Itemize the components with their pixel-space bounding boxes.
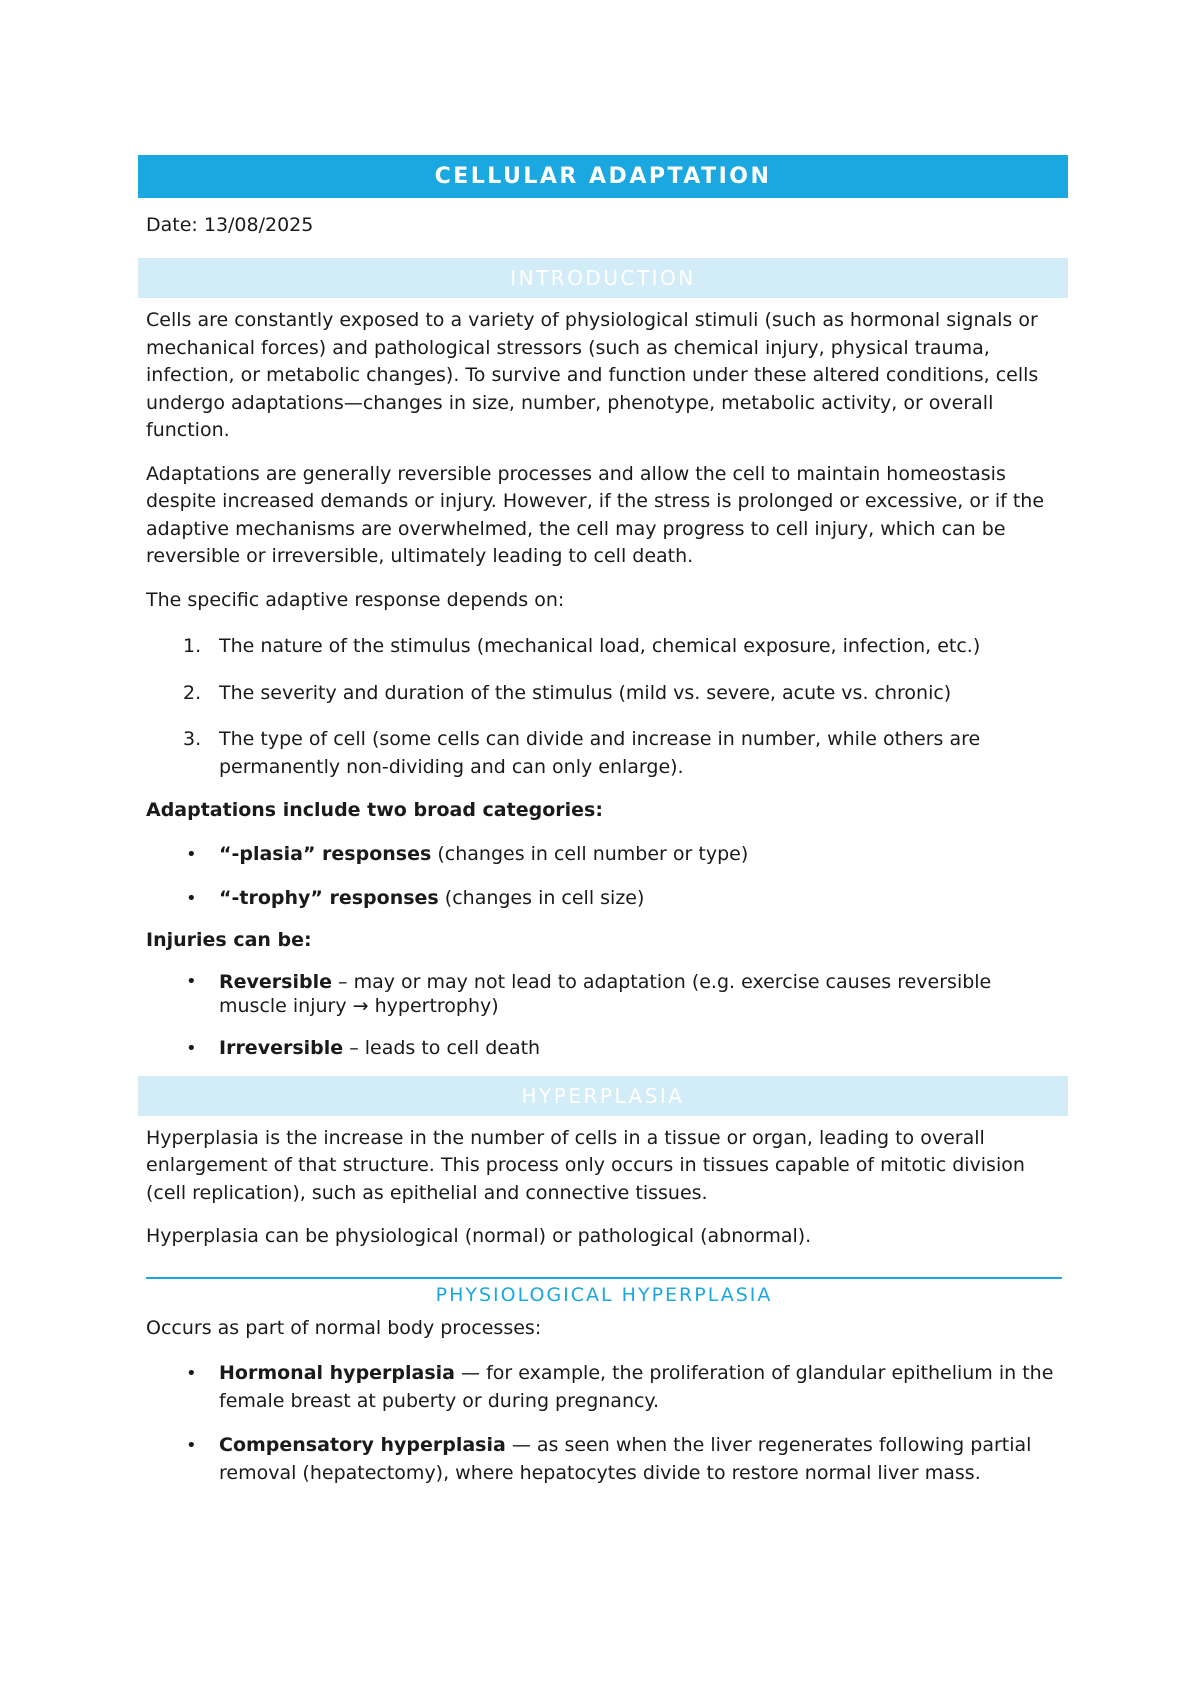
bullet-icon: •	[186, 1363, 197, 1384]
categories-list	[138, 841, 1068, 912]
bullet-icon: •	[186, 1038, 197, 1059]
physiological-intro: Occurs as part of normal body processes:	[146, 1316, 542, 1339]
list-item-text: The severity and duration of the stimulus (mild vs. severe, acute vs. chronic)	[219, 681, 952, 704]
section-heading-hyperplasia: HYPERPLASIA	[138, 1076, 1068, 1116]
categories-heading: Adaptations include two broad categories:	[146, 799, 603, 821]
list-item	[138, 726, 1061, 781]
list-item	[138, 633, 1061, 661]
list-item-term: “-trophy” responses	[219, 886, 439, 909]
list-item-text: – may or may not lead to adaptation (e.g. exercise causes reversible muscle injury → hypertrophy)	[219, 971, 992, 1017]
list-item	[138, 680, 1061, 708]
physiological-list	[138, 1360, 1068, 1487]
list-item-text: (changes in cell size)	[438, 886, 645, 909]
bullet-icon: •	[186, 971, 197, 992]
list-item-text: The type of cell (some cells can divide and increase in number, while others are permanently non-dividing and can only enlarge).	[219, 728, 981, 778]
list-item-term: Reversible	[219, 971, 332, 993]
list-number: 1.	[183, 635, 202, 657]
hyperplasia-paragraph-2: Hyperplasia can be physiological (normal) or pathological (abnormal).	[146, 1225, 812, 1247]
list-item-text: – leads to cell death	[343, 1037, 541, 1059]
injuries-list	[138, 970, 1068, 1063]
list-item	[138, 841, 1061, 869]
intro-paragraph-3: The specific adaptive response depends on:	[146, 588, 565, 611]
subsection-heading-physiological: PHYSIOLOGICAL HYPERPLASIA	[435, 1283, 773, 1306]
date-line: Date: 13/08/2025	[146, 214, 314, 236]
bullet-icon: •	[186, 844, 197, 865]
list-item-text: The nature of the stimulus (mechanical load, chemical exposure, infection, etc.)	[219, 635, 981, 657]
document-content	[138, 155, 1068, 1487]
list-item	[138, 970, 1061, 1018]
list-item-term: Irreversible	[219, 1037, 344, 1059]
bullet-icon: •	[186, 1435, 197, 1456]
list-item	[138, 1035, 1061, 1063]
list-item	[138, 1360, 1061, 1415]
list-item-term: “-plasia” responses	[219, 843, 432, 865]
injuries-heading: Injuries can be:	[146, 929, 312, 951]
list-item	[138, 885, 1061, 913]
list-item-text: — for example, the proliferation of glandular epithelium in the female breast at puberty or during pregnancy.	[219, 1362, 1054, 1412]
document-title: CELLULAR ADAPTATION	[138, 155, 1068, 198]
adaptive-response-list	[138, 633, 1068, 781]
list-item-term: Compensatory hyperplasia	[219, 1434, 506, 1456]
list-item-text: (changes in cell number or type)	[431, 843, 749, 865]
list-item-text: — as seen when the liver regenerates following partial removal (hepatectomy), where hepatocytes divide to restore normal liver mass.	[219, 1434, 1032, 1484]
list-item	[138, 1432, 1061, 1487]
intro-paragraph-2: Adaptations are generally reversible processes and allow the cell to maintain homeostasis despite increased demands or injury. However, if the stress is prolonged or excessive, or if the adaptive mechanisms are overwhelmed, the cell may progress to cell injury, which can be reversible or irreversible, ultimately leading to cell death.	[146, 462, 1045, 567]
list-number: 3.	[183, 728, 202, 750]
list-number: 2.	[183, 681, 202, 704]
section-heading-introduction: INTRODUCTION	[138, 258, 1068, 298]
list-item-term: Hormonal hyperplasia	[219, 1362, 455, 1384]
physiological-hyperplasia-divider	[146, 1277, 1062, 1309]
hyperplasia-paragraph-1: Hyperplasia is the increase in the number of cells in a tissue or organ, leading to overall enlargement of that structure. This process only occurs in tissues capable of mitotic division (cell replication), such as epithelial and connective tissues.	[146, 1126, 1025, 1204]
intro-paragraph-1: Cells are constantly exposed to a variety of physiological stimuli (such as hormonal signals or mechanical forces) and pathological stressors (such as chemical injury, physical trauma, infection, or metabolic changes). To survive and function under these altered conditions, cells undergo adaptations—changes in size, number, phenotype, metabolic activity, or overall function.	[146, 309, 1039, 441]
bullet-icon: •	[186, 887, 197, 909]
